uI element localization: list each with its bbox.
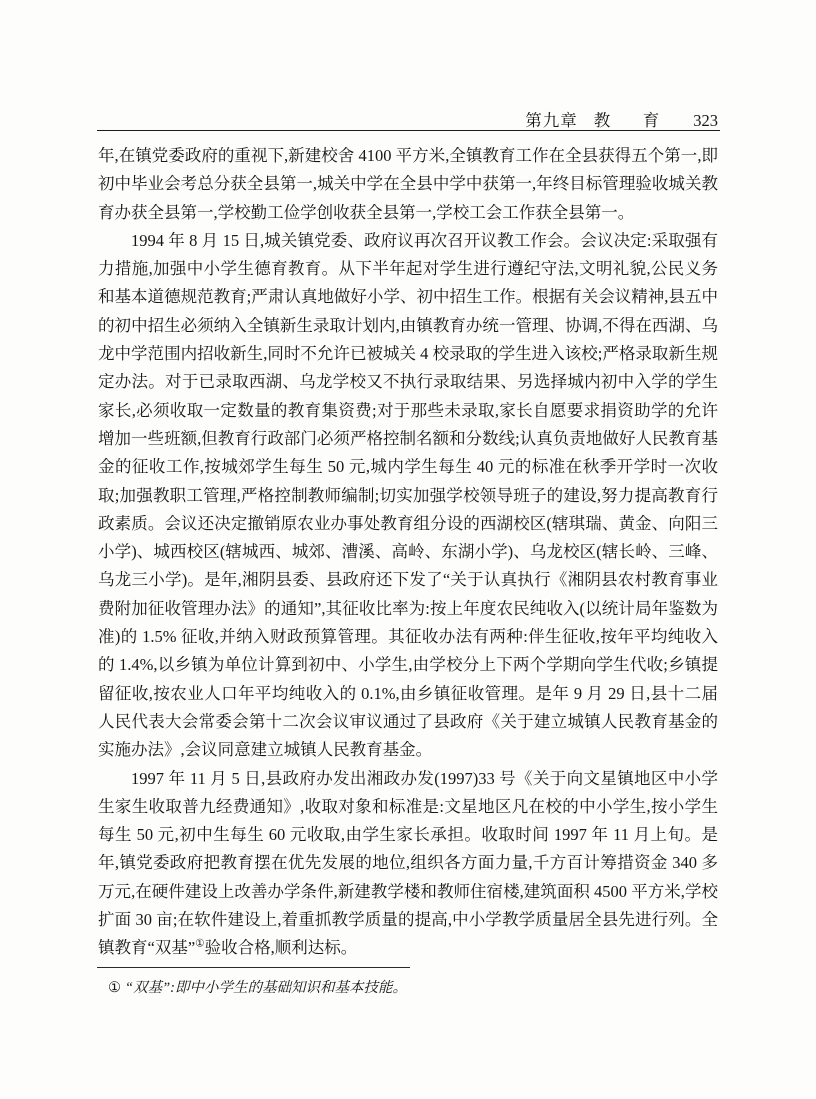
- paragraph-1997-text-end: 验收合格,顺利达标。: [204, 938, 358, 958]
- footnote-text: “双基”:即中小学生的基础知识和基本技能。: [125, 980, 407, 996]
- paragraph-1997: [98, 765, 718, 963]
- chapter-label: 第九章: [525, 111, 578, 130]
- footnote-marker: ①: [108, 980, 121, 996]
- section-title: 教 育: [593, 111, 668, 130]
- body-text: [98, 142, 718, 963]
- footnote-entry: [98, 980, 407, 996]
- page-number: 323: [693, 111, 718, 130]
- paragraph-1997-text: 1997 年 11 月 5 日,县政府办发出湘政办发(1997)33 号《关于向文星镇地区中小学生家生收取普九经费通知》,收取对象和标准是:文星地区凡在校的中小学生,按小学生每生 50 元,初中生每生 60 元收取,由学生家长承担。收取时间 1997 年 11 月上旬。是年,镇党委政府把教育摆在优先发展的地位,组织各方面力量,千方百计筹措资金 340 多万元,在硬件建设上改善办学条件,新建教学楼和教师住宿楼,建筑面积 4500 平方米,学校扩面 30 亩;在软件建设上,着重抓教学质量的提高,中小学教学质量居全县先进行列。全镇教育“双基”: [98, 768, 718, 958]
- header-rule: [97, 130, 720, 131]
- paragraph-continued: 年,在镇党委政府的重视下,新建校舍 4100 平方米,全镇教育工作在全县获得五个第一,即初中毕业会考总分获全县第一,城关中学在全县中学中获第一,年终目标管理验收城关教育办获全县第一,学校勤工俭学创收获全县第一,学校工会工作获全县第一。: [98, 146, 718, 222]
- paragraph-1994: 1994 年 8 月 15 日,城关镇党委、政府议再次召开议教工作会。会议决定:采取强有力措施,加强中小学生德育教育。从下半年起对学生进行遵纪守法,文明礼貌,公民义务和基本道德规范教育;严肃认真地做好小学、初中招生工作。根据有关会议精神,县五中的初中招生必须纳入全镇新生录取计划内,由镇教育办统一管理、协调,不得在西湖、乌龙中学范围内招收新生,同时不允许已被城关 4 校录取的学生进入该校;严格录取新生规定办法。对于已录取西湖、乌龙学校又不执行录取结果、另选择城内初中入学的学生家长,必须收取一定数量的教育集资费;对于那些未录取,家长自愿要求捐资助学的允许增加一些班额,但教育行政部门必须严格控制名额和分数线;认真负责地做好人民教育基金的征收工作,按城郊学生每生 50 元,城内学生每生 40 元的标准在秋季开学时一次收取;加强教职工管理,严格控制教师编制;切实加强学校领导班子的建设,努力提高教育行政素质。会议还决定撤销原农业办事处教育组分设的西湖校区(辖琪瑞、黄金、向阳三小学)、城西校区(辖城西、城郊、漕溪、高岭、东湖小学)、乌龙校区(辖长岭、三峰、乌龙三小学)。是年,湘阴县委、县政府还下发了“关于认真执行《湘阴县农村教育事业费附加征收管理办法》的通知”,其征收比率为:按上年度农民纯收入(以统计局年鉴数为准)的 1.5% 征收,并纳入财政预算管理。其征收办法有两种:伴生征收,按年平均纯收入的 1.4%,以乡镇为单位计算到初中、小学生,由学校分上下两个学期向学生代收;乡镇提留征收,按农业人口年平均纯收入的 0.1%,由乡镇征收管理。是年 9 月 29 日,县十二届人民代表大会常委会第十二次会议审议通过了县政府《关于建立城镇人民教育基金的实施办法》,会议同意建立城镇人民教育基金。: [98, 230, 718, 760]
- running-head: [98, 107, 718, 131]
- footnote-reference-marker: ①: [195, 938, 205, 950]
- footnote-divider: [97, 967, 410, 968]
- footnote: [98, 976, 718, 1000]
